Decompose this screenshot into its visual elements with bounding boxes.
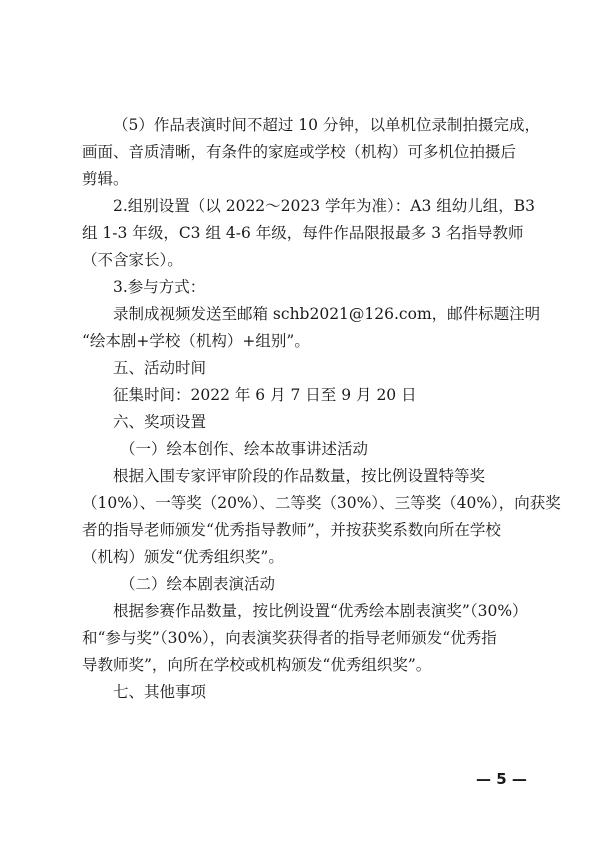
subsection-heading-picture-book-drama: （二）绘本剧表演活动: [120, 575, 276, 593]
item3-heading: 3.参与方式：: [113, 278, 206, 296]
text-line: 组 1-3 年级，C3 组 4-6 年级，每件作品限报最多 3 名指导教师: [82, 224, 524, 242]
text-line: 剪辑。: [82, 170, 129, 188]
paragraph-awards-1: [82, 463, 561, 571]
text-line: 根据参赛作品数量，按比例设置“优秀绘本剧表演奖”（30%）: [113, 602, 528, 620]
section-heading-activity-time: 五、活动时间: [113, 359, 207, 377]
text-line: （机构）颁发“优秀组织奖”。: [82, 548, 284, 566]
paragraph-item5: [82, 112, 540, 193]
collection-time: 征集时间：2022 年 6 月 7 日至 9 月 20 日: [113, 386, 417, 404]
section-heading-awards: 六、奖项设置: [113, 413, 207, 431]
text-line: 录制成视频发送至邮箱 schb2021@126.com，邮件标题注明: [113, 305, 541, 323]
subsection-heading-picture-book-creation: （一）绘本创作、绘本故事讲述活动: [120, 440, 369, 458]
text-line: 画面、音质清晰，有条件的家庭或学校（机构）可多机位拍摄后: [82, 143, 517, 161]
text-line: 者的指导老师颁发“优秀指导教师”，并按获奖系数向所在学校: [82, 521, 501, 539]
text-line: （5）作品表演时间不超过 10 分钟，以单机位录制拍摄完成，: [113, 116, 540, 134]
text-line: “绘本剧+学校（机构）+组别”。: [82, 332, 310, 350]
text-line: 和“参与奖”（30%），向表演奖获得者的指导老师颁发“优秀指: [82, 629, 497, 647]
text-line: 2.组别设置（以 2022～2023 学年为准）：A3 组幼儿组，B3: [113, 197, 536, 215]
page-number: — 5 —: [476, 770, 527, 788]
section-heading-other-matters: 七、其他事项: [113, 683, 207, 701]
document-body: [82, 112, 561, 706]
paragraph-item3: [82, 301, 541, 355]
text-line: （不含家长）。: [82, 251, 183, 269]
text-line: （10%）、一等奖（20%）、二等奖（30%）、三等奖（40%），向获奖: [82, 494, 561, 512]
text-line: 根据入围专家评审阶段的作品数量，按比例设置特等奖: [113, 467, 486, 485]
paragraph-awards-2: [82, 598, 528, 679]
text-line: 导教师奖”，向所在学校或机构颁发“优秀组织奖”。: [82, 656, 432, 674]
paragraph-item2: [82, 193, 536, 274]
